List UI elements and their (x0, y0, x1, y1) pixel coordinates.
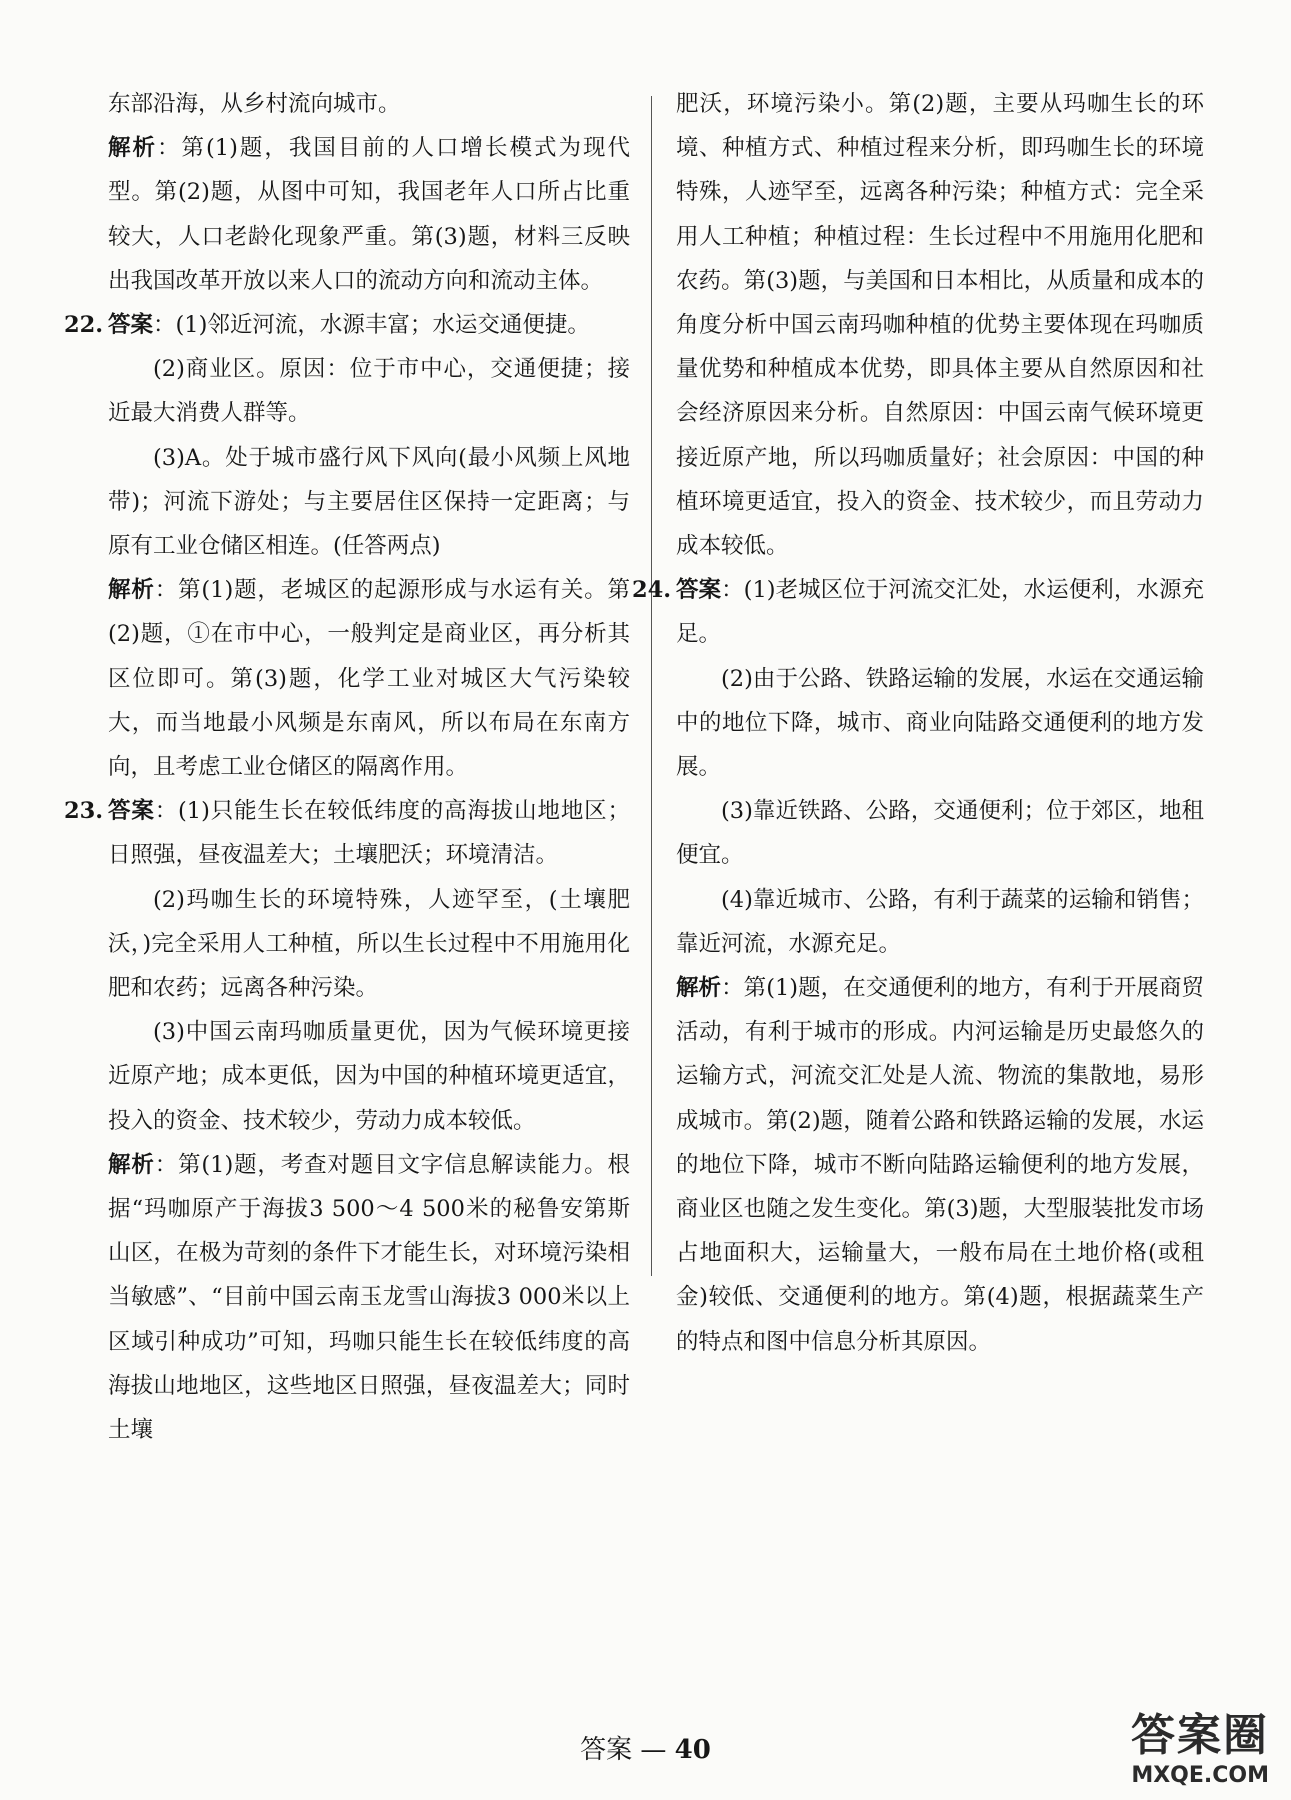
answer-21-continuation: 东部沿海，从乡村流向城市。 (108, 91, 401, 117)
answer-23-part-1 (64, 789, 630, 877)
right-column (632, 82, 1204, 1364)
analysis-text: ：第(1)题，考查对题目文字信息解读能力。根据“玛咖原产于海拔3 500～4 500米的秘鲁安第斯山区，在极为苛刻的条件下才能生长，对环境污染相当敏感”、“目前中国云南玉龙雪山海拔3 000米以上区域引种成功”可知，玛咖只能生长在较低纬度的高海拔山地地区，这些地区日照强，昼夜温差大；同时土壤 (108, 1151, 630, 1444)
answer-24-part-4: (4)靠近城市、公路，有利于蔬菜的运输和销售；靠近河流，水源充足。 (676, 886, 1204, 957)
analysis-text: ：第(1)题，我国目前的人口增长模式为现代型。第(2)题，从图中可知，我国老年人口所占比重较大，人口老龄化现象严重。第(3)题，材料三反映出我国改革开放以来人口的流动方向和流动主体。 (108, 135, 630, 294)
analysis-text: ：第(1)题，在交通便利的地方，有利于开展商贸活动，有利于城市的形成。内河运输是历史最悠久的运输方式，河流交汇处是人流、物流的集散地，易形成城市。第(2)题，随着公路和铁路运输的发展，水运的地位下降，城市不断向陆路运输便利的地方发展，商业区也随之发生变化。第(3)题，大型服装批发市场占地面积大，运输量大，一般布局在土地价格(或租金)较低、交通便利的地方。第(4)题，根据蔬菜生产的特点和图中信息分析其原因。 (676, 975, 1204, 1355)
answer-23-part-2: (2)玛咖生长的环境特殊，人迹罕至，(土壤肥沃，)完全采用人工种植，所以生长过程中不用施用化肥和农药；远离各种污染。 (108, 886, 630, 1002)
footer-dash: — (640, 1735, 667, 1765)
answer-24-part-2: (2)由于公路、铁路运输的发展，水运在交通运输中的地位下降，城市、商业向陆路交通便利的地方发展。 (676, 665, 1204, 781)
analysis-label: 解析 (108, 1151, 155, 1178)
answer-22-part-1 (64, 303, 630, 347)
analysis-label: 解析 (676, 975, 722, 1002)
analysis-23-continuation: 肥沃，环境污染小。第(2)题，主要从玛咖生长的环境、种植方式、种植过程来分析，即玛咖生长的环境特殊，人迹罕至，远离各种污染；种植方式：完全采用人工种植；种植过程：生长过程中不用施用化肥和农药。第(3)题，与美国和日本相比，从质量和成本的角度分析中国云南玛咖种植的优势主要体现在玛咖质量优势和种植成本优势，即具体主要从自然原因和社会经济原因来分析。自然原因：中国云南气候环境更接近原产地，所以玛咖质量好；社会原因：中国的种植环境更适宜，投入的资金、技术较少，而且劳动力成本较低。 (676, 91, 1204, 560)
analysis-text: ：第(1)题，老城区的起源形成与水运有关。第(2)题，①在市中心，一般判定是商业区，再分析其区位即可。第(3)题，化学工业对城区大气污染较大，而当地最小风频是东南风，所以布局在东南方向，且考虑工业仓储区的隔离作用。 (108, 577, 630, 781)
answer-24-part-3: (3)靠近铁路、公路，交通便利；位于郊区，地租便宜。 (676, 798, 1204, 869)
answer-label: 答案 (108, 798, 155, 825)
analysis-21 (108, 126, 630, 303)
watermark-logo: 答案圈 (1131, 1710, 1269, 1761)
analysis-22 (108, 568, 630, 789)
footer-label: 答案 (580, 1735, 633, 1765)
watermark (1037, 1712, 1269, 1788)
watermark-url: MXQE.COM (1131, 1763, 1269, 1788)
answer-22-part-2: (2)商业区。原因：位于市中心，交通便捷；接近最大消费人群等。 (108, 356, 630, 427)
left-column (64, 82, 630, 1452)
analysis-23 (108, 1143, 630, 1452)
answer-label: 答案 (676, 577, 722, 604)
answer-text: ：(1)只能生长在较低纬度的高海拔山地地区；日照强，昼夜温差大；土壤肥沃；环境清洁。 (108, 798, 630, 869)
question-number: 23. (64, 798, 104, 825)
answer-22-part-3: (3)A。处于城市盛行风下风向(最小风频上风地带)；河流下游处；与主要居住区保持一定距离；与原有工业仓储区相连。(任答两点) (108, 444, 630, 560)
answer-23-part-3: (3)中国云南玛咖质量更优，因为气候环境更接近原产地；成本更低，因为中国的种植环境更适宜，投入的资金、技术较少，劳动力成本较低。 (108, 1019, 630, 1134)
question-number: 22. (64, 312, 104, 339)
answer-text: ：(1)老城区位于河流交汇处，水运便利，水源充足。 (676, 577, 1204, 648)
question-number: 24. (632, 577, 672, 604)
analysis-label: 解析 (108, 577, 155, 604)
analysis-label: 解析 (108, 135, 158, 162)
answer-label: 答案 (108, 312, 154, 339)
answer-24-part-1 (632, 568, 1204, 656)
analysis-24 (676, 966, 1204, 1364)
answer-text: ：(1)邻近河流，水源丰富；水运交通便捷。 (153, 312, 590, 339)
column-divider (651, 96, 652, 1276)
page-number: 40 (674, 1735, 711, 1765)
